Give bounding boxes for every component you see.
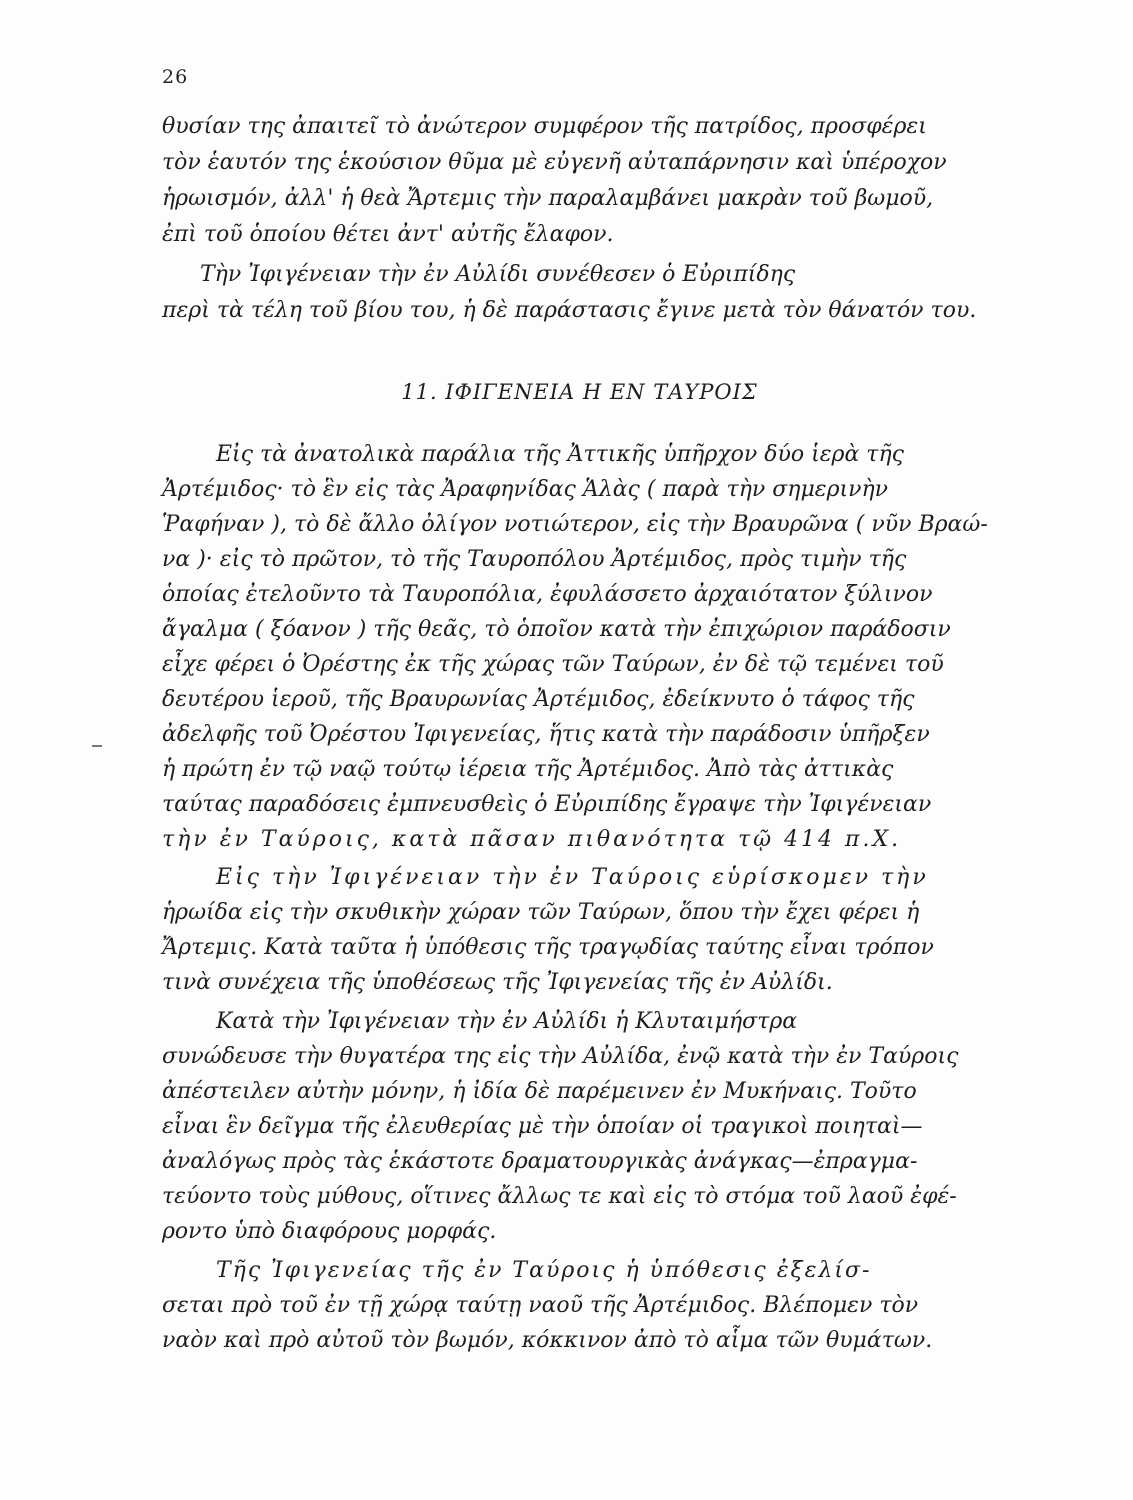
text-line: περὶ τὰ τέλη τοῦ βίου του, ἡ δὲ παράστασις ἔγινε μετὰ τὸν θάνατόν του. [162,298,977,323]
text-line: εἶχε φέρει ὁ Ὀρέστης ἐκ τῆς χώρας τῶν Ταύρων, ἐν δὲ τῷ τεμένει τοῦ [162,652,944,677]
text-line: τεύοντο τοὺς μύθους, οἵτινες ἄλλως τε καὶ εἰς τὸ στόμα τοῦ λαοῦ ἐφέ- [162,1184,957,1209]
text-line: Εἰς τὴν Ἰφιγένειαν τὴν ἐν Ταύροις εὑρίσκομεν τὴν [216,865,929,890]
text-line: τὸν ἑαυτόν της ἑκούσιον θῦμα μὲ εὐγενῆ αὐταπάρνησιν καὶ ὑπέροχον [162,150,947,175]
text-line: ἄγαλμα ( ξόανον ) τῆς θεᾶς, τὸ ὁποῖον κατὰ τὴν ἐπιχώριον παράδοσιν [162,617,951,642]
text-line: ἀδελφῆς τοῦ Ὀρέστου Ἰφιγενείας, ἥτις κατὰ τὴν παράδοσιν ὑπῆρξεν [162,722,930,747]
text-line: Κατὰ τὴν Ἰφιγένειαν τὴν ἐν Αὐλίδι ἡ Κλυταιμήστρα [216,1009,798,1034]
text-line: Τῆς Ἰφιγενείας τῆς ἐν Ταύροις ἡ ὑπόθεσις ἐξελίσ- [216,1258,872,1283]
text-line: ἡ πρώτη ἐν τῷ ναῷ τούτῳ ἱέρεια τῆς Ἀρτέμιδος. Ἀπὸ τὰς ἀττικὰς [162,757,894,782]
text-line: συνώδευσε τὴν θυγατέρα της εἰς τὴν Αὐλίδα, ἐνῷ κατὰ τὴν ἐν Ταύροις [162,1044,959,1069]
text-line: ὁποίας ἐτελοῦντο τὰ Ταυροπόλια, ἐφυλάσσετο ἀρχαιότατον ξύλινον [162,582,933,607]
margin-mark [92,745,102,747]
text-line: Ἀρτέμιδος· τὸ ἓν εἰς τὰς Ἀραφηνίδας Ἁλὰς ( παρὰ τὴν σημερινὴν [162,477,889,502]
text-line: ἡρωισμόν, ἀλλ' ἡ θεὰ Ἄρτεμις τὴν παραλαμβάνει μακρὰν τοῦ βωμοῦ, [162,186,934,211]
text-line: Τὴν Ἰφιγένειαν τὴν ἐν Αὐλίδι συνέθεσεν ὁ Εὐριπίδης [200,262,796,287]
text-line: τὴν ἐν Ταύροις, κατὰ πᾶσαν πιθανότητα τῷ 414 π.Χ. [162,827,902,852]
text-line: ναὸν καὶ πρὸ αὐτοῦ τὸν βωμόν, κόκκινον ἀπὸ τὸ αἷμα τῶν θυμάτων. [162,1328,933,1353]
text-line: Ἄρτεμις. Κατὰ ταῦτα ἡ ὑπόθεσις τῆς τραγῳδίας ταύτης εἶναι τρόπον [162,935,934,960]
text-line: ἀπέστειλεν αὐτὴν μόνην, ἡ ἰδία δὲ παρέμεινεν ἐν Μυκήναις. Τοῦτο [162,1079,917,1104]
text-line: δευτέρου ἱεροῦ, τῆς Βραυρωνίας Ἀρτέμιδος, ἐδείκνυτο ὁ τάφος τῆς [162,687,915,712]
text-line: ταύτας παραδόσεις ἐμπνευσθεὶς ὁ Εὐριπίδης ἔγραψε τὴν Ἰφιγένειαν [162,792,932,817]
page-number: 26 [162,66,189,88]
section-heading: 11. ΙΦΙΓΕΝΕΙΑ Η ΕΝ ΤΑΥΡΟΙΣ [401,380,758,404]
text-line: τινὰ συνέχεια τῆς ὑποθέσεως τῆς Ἰφιγενείας τῆς ἐν Αὐλίδι. [162,970,833,995]
text-line: σεται πρὸ τοῦ ἐν τῇ χώρᾳ ταύτῃ ναοῦ τῆς Ἀρτέμιδος. Βλέπομεν τὸν [162,1293,919,1318]
text-line: ἡρωίδα εἰς τὴν σκυθικὴν χώραν τῶν Ταύρων, ὅπου τὴν ἔχει φέρει ἡ [162,900,920,925]
text-line: ροντο ὑπὸ διαφόρους μορφάς. [162,1219,497,1244]
text-line: ἐπὶ τοῦ ὁποίου θέτει ἀντ' αὐτῆς ἔλαφον. [162,222,614,247]
text-line: εἶναι ἓν δεῖγμα τῆς ἐλευθερίας μὲ τὴν ὁποίαν οἱ τραγικοὶ ποιηταὶ— [162,1114,923,1139]
text-line: Ῥαφήναν ), τὸ δὲ ἄλλο ὀλίγον νοτιώτερον, εἰς τὴν Βραυρῶνα ( νῦν Βραώ- [162,512,988,537]
text-line: θυσίαν της ἀπαιτεῖ τὸ ἀνώτερον συμφέρον τῆς πατρίδος, προσφέρει [162,114,927,139]
text-line: Εἰς τὰ ἀνατολικὰ παράλια τῆς Ἀττικῆς ὑπῆρχον δύο ἱερὰ τῆς [216,442,904,467]
text-line: ἀναλόγως πρὸς τὰς ἑκάστοτε δραματουργικὰς ἀνάγκας—ἐπραγμα- [162,1149,918,1174]
text-line: να )· εἰς τὸ πρῶτον, τὸ τῆς Ταυροπόλου Ἀρτέμιδος, πρὸς τιμὴν τῆς [162,547,907,572]
